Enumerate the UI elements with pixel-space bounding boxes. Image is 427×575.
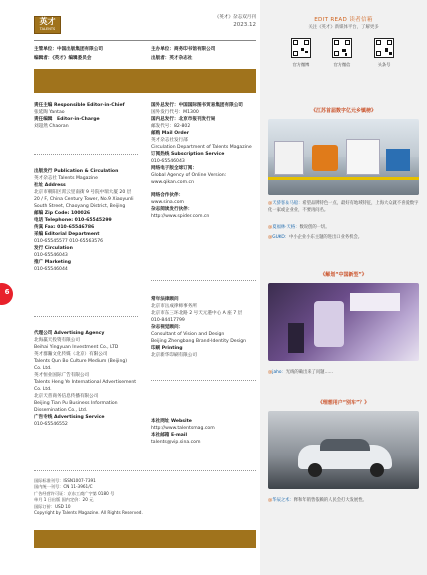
- legal-info-line: 北京市东三环北路 2 号天元港中心 A 座 7 层: [151, 311, 243, 316]
- legal-info-line: 北京市岳成律师事务所: [151, 304, 197, 309]
- agency-info-line: 北海赢天投资有限公司: [34, 338, 80, 343]
- top-left-info: [34, 46, 103, 62]
- distribution-info-line: 英才杂志社发行部: [151, 138, 188, 143]
- publication-info-line: 电话 Telephone: 010-65545299: [34, 218, 112, 223]
- distribution-info-line: 国外总发行：中国国际图书贸易集团有限公司: [151, 103, 243, 108]
- publication-info-line: South Street, Chaoyang District, Beijing: [34, 204, 126, 209]
- publication-info-line: 采编 Editorial Department: [34, 232, 100, 237]
- distribution-info-line: 邮发代号：82-802: [151, 124, 191, 129]
- agency-info-line: 代理公司 Advertising Agency: [34, 331, 105, 336]
- editor-info-line: 刘超然 Chaoran: [34, 124, 69, 129]
- section-2-caption-1: @jaho：光线的确出来了问题……: [268, 370, 334, 375]
- partner-info-line: 杂志阅读发行伙伴：: [151, 207, 193, 212]
- publication-info-line: 推广 Marketing: [34, 260, 72, 265]
- header-rule: [34, 40, 256, 41]
- distribution-info-line: 邮购 Mail Order: [151, 131, 190, 136]
- agency-info-line: 英才群瀚文化传媒（北京）有限公司: [34, 352, 108, 357]
- publication-info-line: 发行 Circulation: [34, 246, 73, 251]
- editor-info-line: 责任编辑 Editor-in-Charge: [34, 117, 100, 122]
- col2-contact: [151, 418, 215, 446]
- legal-info-line: 杂志视觉顾问：: [151, 325, 184, 330]
- magazine-logo: [34, 16, 61, 34]
- publication-info-line: 邮编 Zip Code: 100026: [34, 211, 91, 216]
- imprint-line: 国际订价：USD 10: [34, 503, 71, 509]
- page-number: 6: [4, 288, 10, 296]
- section-1-caption-3: @GUKO：中小企业小东主题的进出口业务机会。: [268, 235, 363, 240]
- reader-panel: [260, 0, 427, 575]
- publication-info-line: 010-65546043: [34, 253, 68, 258]
- car-photo: [268, 411, 419, 489]
- imprint-line: 广告经营许可证：京东工商广字第 0180 号: [34, 490, 115, 496]
- publication-info-line: 北京市朝阳区霄云里南街 9 号院中瑞大厦 20 层: [34, 190, 132, 195]
- logo-en: TALENTS: [39, 27, 56, 31]
- legal-info-line: Consultant of Vision and Design: [151, 332, 225, 337]
- distribution-info-line: www.qikan.com.cn: [151, 180, 194, 185]
- agency-info-line: Beihai Yingyuan Investment Co., LTD: [34, 345, 119, 350]
- distribution-info-line: 国内总发行：北京市报刊发行局: [151, 117, 216, 122]
- panel-title: EDIT READ 读者信箱: [314, 17, 373, 23]
- top-right-info: [151, 46, 215, 62]
- editor: 编辑者：《英才》编辑委员会: [34, 56, 92, 61]
- contact-info-line: talents@vip.sina.com: [151, 440, 201, 445]
- bottom-info: [34, 478, 143, 516]
- contact-info-line: 本社网址 Website: [151, 419, 192, 424]
- qr-label-wechat: 官方微信: [333, 62, 351, 67]
- distribution-info-line: 国外发行代号：M1300: [151, 110, 199, 115]
- col2-distribution: [151, 102, 252, 186]
- distribution-info-line: Global Agency of Online Version:: [151, 173, 227, 178]
- footer-band: [34, 530, 256, 548]
- col1-sep-2: [34, 316, 138, 317]
- agency-info-line: Beijing Tian Pu Business Information: [34, 401, 118, 406]
- imprint-line: 国内统一刊号：CN 11-3961/C: [34, 484, 93, 490]
- publication-info-line: 20 / F, China Century Tower, No.9 Xiaoyunli: [34, 197, 134, 202]
- sponsor: 主办单位：商务印书馆有限公司: [151, 47, 216, 52]
- col2-sep-2: [151, 380, 256, 381]
- section-3-caption-1: @华辰之术：释和年销售依赖的人民会打大发展性。: [268, 498, 367, 503]
- factory-photo: [268, 119, 419, 195]
- contact-info-line: http://www.talentsmag.com: [151, 426, 215, 431]
- lab-photo: [268, 283, 419, 361]
- publication-info-line: 传真 Fax: 010-65546786: [34, 225, 95, 230]
- section-1-caption-2: @夏福林·天格：数说创的一切。: [268, 225, 330, 230]
- agency-info-line: Co. Ltd.: [34, 387, 52, 392]
- agency-info-line: Co. Ltd.: [34, 366, 52, 371]
- contact-info-line: 本社邮箱 E-mail: [151, 433, 188, 438]
- agency-info-line: 广告专线 Advertising Service: [34, 415, 105, 420]
- editor-info-line: 责任主编 Responsible Editor-in-Chief: [34, 103, 125, 108]
- distribution-info-line: 网络电子版全球订阅：: [151, 166, 197, 171]
- qr-label-weibo: 官方微博: [292, 62, 310, 67]
- supervisor: 主管单位：中国出版集团有限公司: [34, 47, 103, 52]
- panel-subtitle: 关注《英才》新媒体平台，了解更多: [308, 25, 379, 30]
- legal-info-line: 常年法律顾问: [151, 297, 179, 302]
- col2-partners: [151, 192, 209, 220]
- issue-line: 《英才》杂志双月刊: [214, 15, 256, 20]
- publisher: 出版者：英才杂志社: [151, 56, 193, 61]
- issue-date: 2023.12: [233, 22, 256, 28]
- col2-legal: [151, 296, 246, 359]
- section-1-caption-1: @天骄客＆马船：希望品牌特色一点，最好有地域特征，上海大众就不喜爱数字化一家或企业业，不要再问名。: [268, 201, 419, 213]
- qr-weibo[interactable]: [291, 38, 311, 58]
- distribution-info-line: 010-65546043: [151, 159, 185, 164]
- qr-toutiao[interactable]: [374, 38, 394, 58]
- publication-info-line: 010-65546044: [34, 267, 68, 272]
- publication-info-line: 英才杂志社 Talents Magazine: [34, 176, 98, 181]
- agency-info-line: 北京天普商务信息传播有限公司: [34, 394, 99, 399]
- distribution-info-line: Circulation Department of Talents Magazine: [151, 145, 252, 150]
- partner-info-line: 网络合作伙伴：: [151, 193, 184, 198]
- agency-info-line: 英才恒业国际广告有限公司: [34, 373, 90, 378]
- legal-info-line: Beijing Zhengbang Brand-Identity Design: [151, 339, 247, 344]
- section-3-heading: 《理想用户“别车”？》: [317, 400, 370, 406]
- imprint-line: 单月 1 日出版 国内定价：20 元: [34, 497, 94, 503]
- agency-info-line: Dissemination Co., Ltd.: [34, 408, 88, 413]
- partner-info-line: www.sina.com: [151, 200, 184, 205]
- qr-wechat[interactable]: [332, 38, 352, 58]
- agency-info-line: Talents Heng Ye International Advertisement: [34, 380, 137, 385]
- col2-sep-1: [151, 280, 256, 281]
- publication-info-line: 出版发行 Publication & Circulation: [34, 169, 119, 174]
- legal-info-line: 印刷 Printing: [151, 346, 183, 351]
- publication-info-line: 010-65545577 010-65563576: [34, 239, 104, 244]
- col1-editors: [34, 102, 125, 130]
- imprint-line: 国际标准刊号：ISSN1007-7391: [34, 478, 96, 483]
- col1-sep-1: [34, 154, 138, 155]
- imprint-line: Copyright by Talents Magazine. All Rights Reserved.: [34, 510, 143, 516]
- agency-info-line: Talents Qun Bo Culture Medium (Beijing): [34, 359, 128, 364]
- publication-info-line: 社址 Address: [34, 183, 66, 188]
- distribution-info-line: 订阅热线 Subscription Service: [151, 152, 225, 157]
- agency-info-line: 010-65546552: [34, 422, 68, 427]
- section-2-heading: 《解划“中国新型”》: [320, 272, 367, 278]
- gold-band: [34, 69, 256, 93]
- col1-publication: [34, 168, 134, 273]
- bottom-sep: [34, 470, 256, 471]
- logo-cn: 英才: [39, 17, 56, 26]
- partner-info-line: http://www.spider.com.cn: [151, 214, 210, 219]
- editor-info-line: 张延陶 Yantao: [34, 110, 65, 115]
- qr-label-toutiao: 头条号: [377, 62, 391, 67]
- legal-info-line: 北京新华印刷有限公司: [151, 353, 197, 358]
- col1-agency: [34, 330, 136, 428]
- section-1-heading: 《江苏首届数字亿元乡镇榜》: [310, 108, 376, 114]
- legal-info-line: 010-84417799: [151, 318, 185, 323]
